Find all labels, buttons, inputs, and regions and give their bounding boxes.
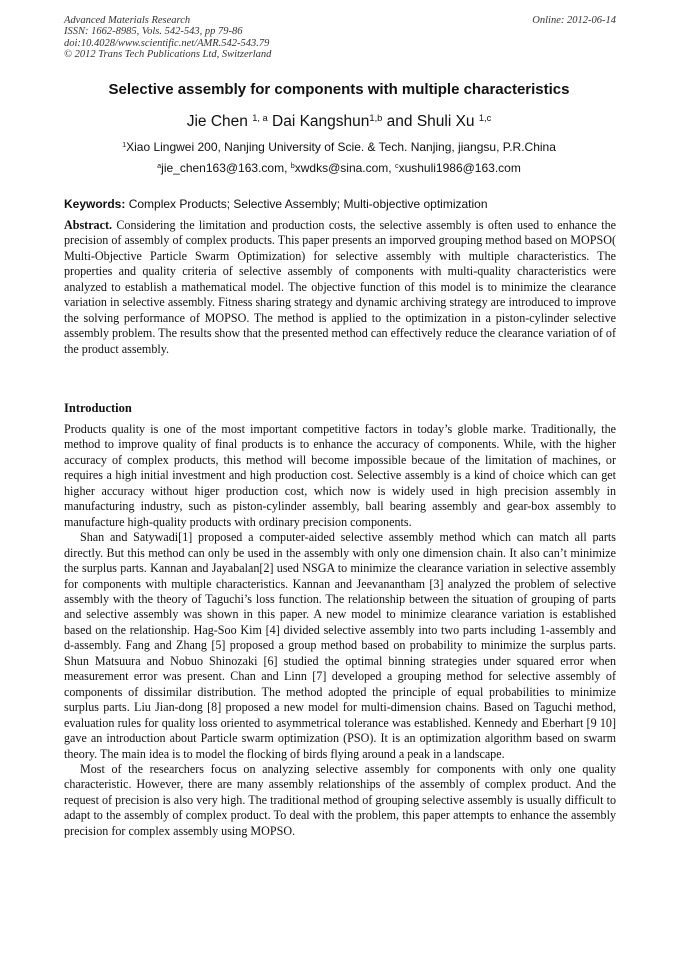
email-link[interactable]: xwdks@sina.com, xyxy=(294,161,395,175)
abstract-text: Considering the limitation and production costs, the selective assembly is often used to enhance the precision of assembly of complex products. This paper presents an imporved grouping method based on MOPSO( Multi-Objective Particle Swarm Optimization) for selective assembly with multiple characteristics. The properties and quality criteria of selective assembly of components with multi-quality characteristics were analyzed to establish a mathematical model. The objective function of this model is to minimize the clearance variation in selective assembly. Fitness sharing strategy and dynamic archiving strategy are introduced to improve the solving performance of MOPSO. The method is applied to the optimization in a piston-cylinder selective assembly problem. The results show that the presented method can effectively reduce the clearance variation of of the product assembly. xyxy=(64,218,616,356)
affiliation-mark: 1 xyxy=(122,140,127,150)
author-joiner: and Shuli Xu xyxy=(382,113,479,130)
issn-line: ISSN: 1662-8985, Vols. 542-543, pp 79-86 xyxy=(64,26,243,38)
journal-header xyxy=(64,15,616,60)
abstract xyxy=(64,218,616,357)
author-affiliation-mark: 1,b xyxy=(369,112,383,123)
keywords xyxy=(64,197,616,211)
email-link[interactable]: jie_chen163@163.com, xyxy=(161,161,291,175)
author-list xyxy=(0,113,678,131)
paragraph: Most of the researchers focus on analyzing selective assembly for components with only one quality characteristic. However, there are many assembly relationships of the assembly of complex product. And the request of precision is also very high. The traditional method of grouping selective assembly is usually difficult to adapt to the assembly of complex product. To deal with the problem, this paper attempts to enhance the assembly precision for complex assembly using MOPSO. xyxy=(64,761,616,838)
author-affiliation-mark: 1, a xyxy=(252,112,268,123)
keywords-label: Keywords: xyxy=(64,197,126,211)
online-date: Online: 2012-06-14 xyxy=(532,15,616,26)
author-name: Jie Chen xyxy=(186,113,253,130)
affiliation xyxy=(0,140,678,154)
author-affiliation-mark: 1,c xyxy=(478,112,492,123)
paper-title: Selective assembly for components with multiple characteristics xyxy=(108,81,570,98)
author-name: Dai Kangshun xyxy=(267,113,370,130)
email-mark: b xyxy=(290,161,295,171)
email-mark: a xyxy=(157,161,162,171)
email-link[interactable]: xushuli1986@163.com xyxy=(398,161,521,175)
section-heading-introduction: Introduction xyxy=(64,401,132,415)
introduction-body xyxy=(64,422,616,839)
copyright-line: © 2012 Trans Tech Publications Ltd, Switzerland xyxy=(64,48,272,60)
keywords-text: Complex Products; Selective Assembly; Multi-objective optimization xyxy=(125,197,488,211)
abstract-label: Abstract. xyxy=(64,218,113,232)
affiliation-text: Xiao Lingwei 200, Nanjing University of Scie. & Tech. Nanjing, jiangsu, P.R.China xyxy=(126,140,556,154)
email-mark: c xyxy=(394,161,399,171)
journal-name: Advanced Materials Research xyxy=(64,15,191,26)
paragraph: Products quality is one of the most important competitive factors in today’s globle marke. Traditionally, the method to improve quality of final products is to enhance the accuracy of components. While, with the higher accuracy of complex products, this method will become impossible becaue of the limitation of machines, or requires a high initial investment and high production cost. Selective assembly is a kind of choice which can get higher accuracy without higer production cost, which now is widely used in high precision assembly in manufacturing industry, such as piston-cylinder assembly, ball bearing assembly and gear-box assembly to manufacture high-quality products with ordinary precision components. xyxy=(64,422,616,529)
paragraph: Shan and Satywadi[1] proposed a computer-aided selective assembly method which can match all parts directly. But this method can only be used in the assembly with only one dimension chain. It also can’t minimize the surplus parts. Kannan and Jayabalan[2] used NSGA to minimize the clearance variation in selective assembly for components with multiple characteristics. Kannan and Jeevanantham [3] analyzed the problem of selective assembly with the theory of Taguchi’s loss function. The relationship between the situation of grouping of parts and selective assembly was shown in this paper. A new model to minimize clearance variation is established based on the relationship. Hag-Soo Kim [4] divided selective assembly into two parts including 1-assembly and d-assembly. Fang and Zhang [5] proposed a group method based on probability to minimize the surplus parts. Shun Matsuura and Nobuo Shinozaki [6] studied the optimal binning strategies under squared error when measurement error was present. Chan and Linn [7] developed a grouping method for selective assembly of components of dissimilar distribution. The method adopted the principle of equal probabilities to minimize surplus parts. Liu Jian-dong [8] proposed a new model for multi-dimension chains. Based on Taguchi method, evaluation rules for quality loss oriented to asymmetrical tolerance was established. Kennedy and Eberhart [9 10] gave an introduction about Particle swarm optimization (PSO). It is an optimization algorithm based on swarm theory. The main idea is to model the flocking of birds flying around a peak in a landscape. xyxy=(64,530,616,761)
doi-line[interactable]: doi:10.4028/www.scientific.net/AMR.542-543.79 xyxy=(64,37,270,49)
author-emails xyxy=(0,161,678,175)
